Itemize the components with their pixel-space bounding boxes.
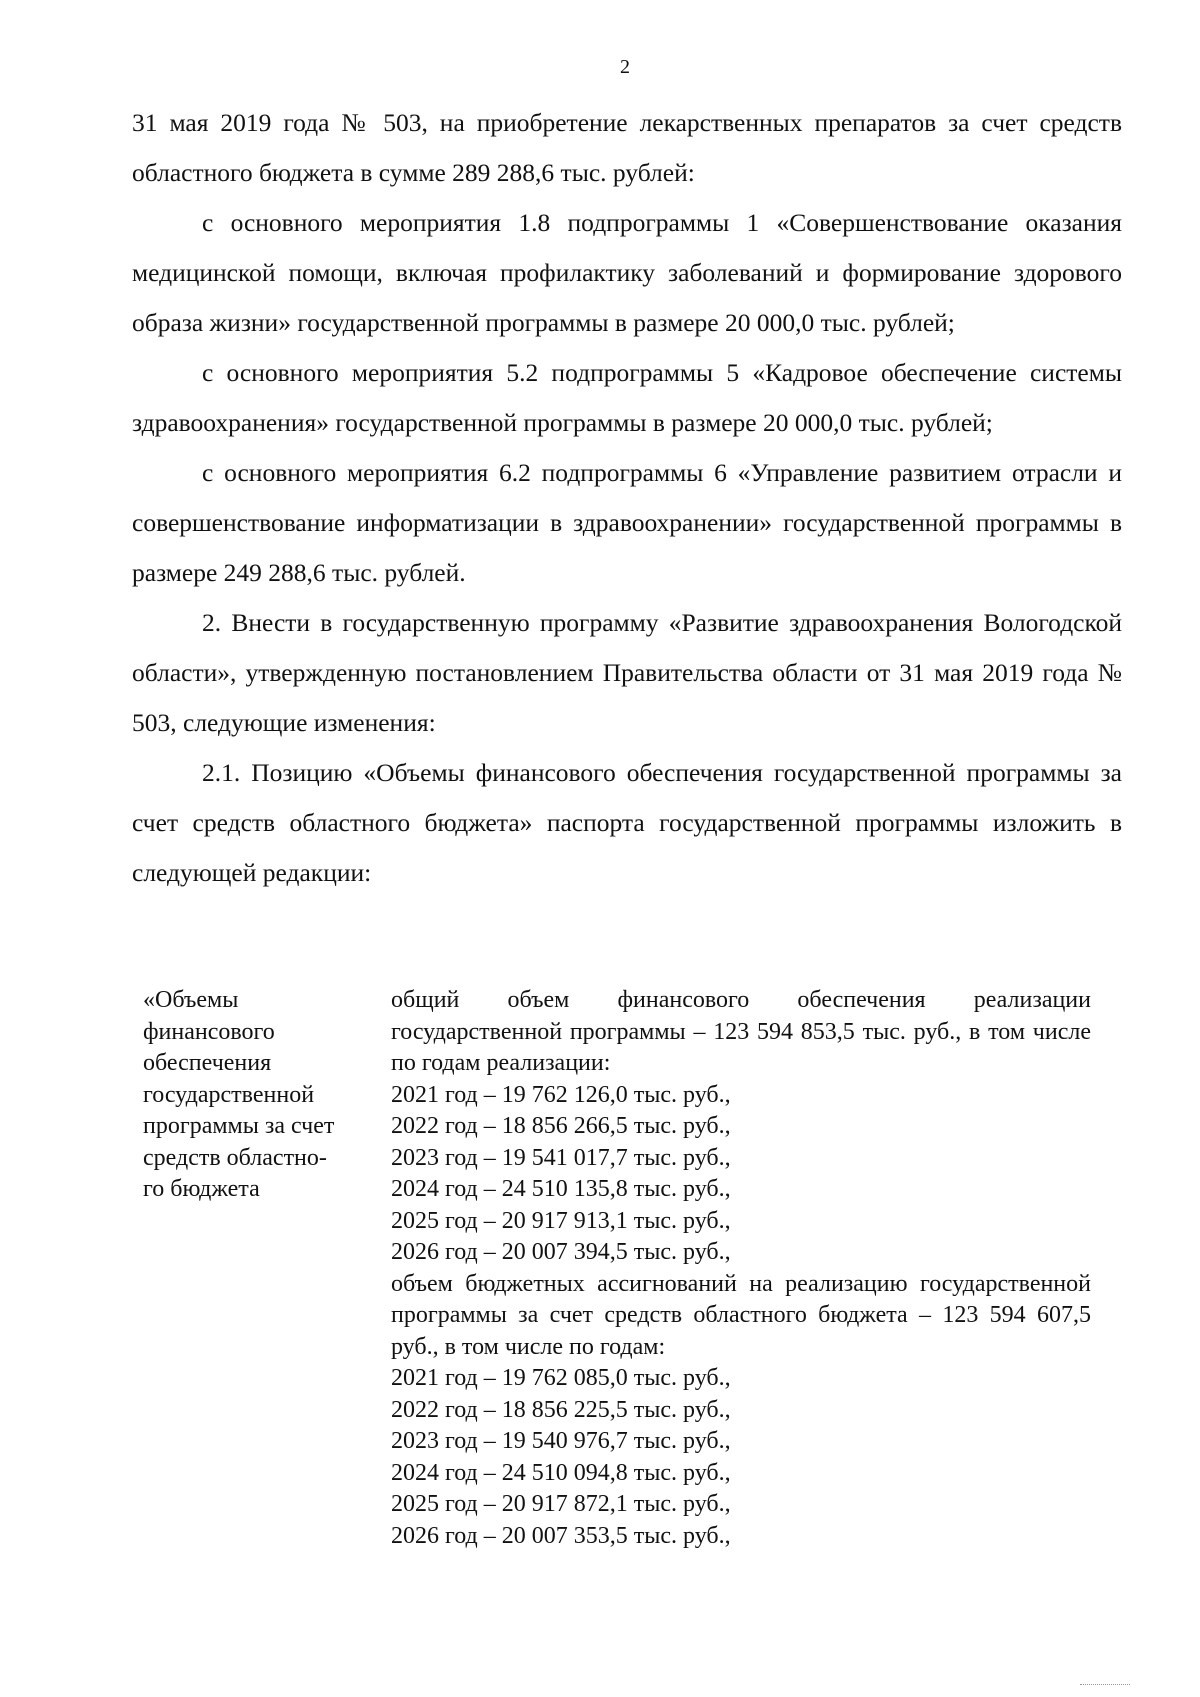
label-line: государственной [143,1081,315,1108]
year-amount-line: 2022 год – 18 856 225,5 тыс. руб., [391,1396,731,1423]
year-amount-line: 2025 год – 20 917 872,1 тыс. руб., [391,1491,731,1517]
year-amount-line: 2023 год – 19 540 976,7 тыс. руб., [391,1428,731,1454]
total-volume-intro: общий объем финансового обеспечения реализации государственной программы – 123 594 853,5 тыс. руб., в том числе по годам реализации: [391,987,1091,1076]
year-amount-line: 2021 год – 19 762 126,0 тыс. руб., [391,1081,731,1108]
label-line: го бюджета [143,1176,260,1202]
paragraph-measure-5-2: с основного мероприятия 5.2 подпрограммы 5 «Кадровое обеспечение системы здравоохранения» государственной программы в размере 20 000,0 тыс. рублей; [132,358,1122,437]
scan-artifact [1080,1684,1130,1689]
label-line: обеспечения [143,1050,272,1076]
financing-table [143,985,1093,1552]
paragraph-continuation: 31 мая 2019 года № 503, на приобретение лекарственных препаратов за счет средств областного бюджета в сумме 289 288,6 тыс. рублей: [132,108,1122,187]
year-amount-line: 2025 год – 20 917 913,1 тыс. руб., [391,1207,731,1234]
year-amount-line: 2021 год – 19 762 085,0 тыс. руб., [391,1365,731,1391]
financing-values-column [391,985,1091,1552]
year-amount-line: 2026 год – 20 007 394,5 тыс. руб., [391,1239,731,1265]
paragraph-item-2-1: 2.1. Позицию «Объемы финансового обеспечения государственной программы за счет средств областного бюджета» паспорта государственной программы изложить в следующей редакции: [132,758,1122,887]
year-amount-line: 2026 год – 20 007 353,5 тыс. руб., [391,1522,731,1549]
year-amount-line: 2024 год – 24 510 094,8 тыс. руб., [391,1459,731,1486]
budget-allocation-intro: объем бюджетных ассигнований на реализацию государственной программы за счет средств областного бюджета – 123 594 607,5 руб., в том числе по годам: [391,1270,1091,1360]
label-line: средств областно- [143,1144,327,1171]
label-line: «Объемы [143,987,239,1013]
year-amount-line: 2024 год – 24 510 135,8 тыс. руб., [391,1176,731,1202]
paragraph-item-2: 2. Внести в государственную программу «Развитие здравоохранения Вологодской области», утвержденную постановлением Правительства области от 31 мая 2019 года № 503, следующие изменения: [132,608,1122,737]
label-line: программы за счет [143,1113,335,1139]
paragraph-measure-6-2: с основного мероприятия 6.2 подпрограммы 6 «Управление развитием отрасли и совершенствование информатизации в здравоохранении» государственной программы в размере 249 288,6 тыс. рублей. [132,458,1122,587]
label-line: финансового [143,1018,275,1045]
financing-label-column [143,985,391,1552]
year-amount-line: 2022 год – 18 856 266,5 тыс. руб., [391,1113,731,1139]
paragraph-measure-1-8: с основного мероприятия 1.8 подпрограммы 1 «Совершенствование оказания медицинской помощи, включая профилактику заболеваний и формирование здорового образа жизни» государственной программы в размере 20 000,0 тыс. рублей; [132,208,1122,337]
page-number: 2 [620,56,630,78]
document-body [132,98,1122,898]
year-amount-line: 2023 год – 19 541 017,7 тыс. руб., [391,1144,731,1171]
